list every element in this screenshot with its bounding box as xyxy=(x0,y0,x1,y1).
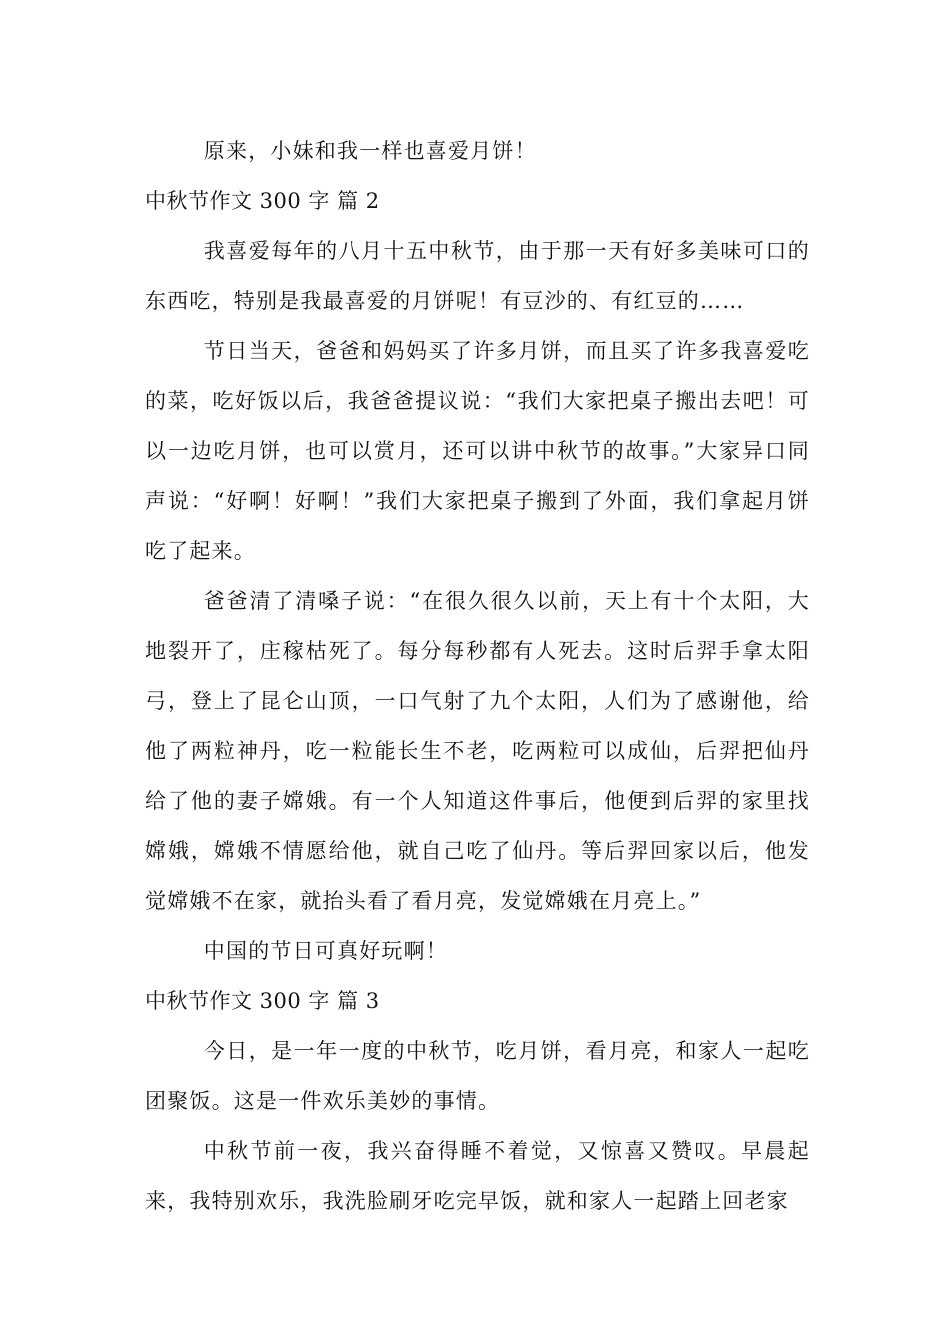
paragraph: 我喜爱每年的八月十五中秋节，由于那一天有好多美味可口的东西吃，特别是我最喜爱的月饼呢！有豆沙的、有红豆的…… xyxy=(145,239,810,313)
paragraph: 节日当天，爸爸和妈妈买了许多月饼，而且买了许多我喜爱吃的菜，吃好饭以后，我爸爸提议说：“我们大家把桌子搬出去吧！可以一边吃月饼，也可以赏月，还可以讲中秋节的故事。”大家异口同声说：“好啊！好啊！”我们大家把桌子搬到了外面，我们拿起月饼吃了起来。 xyxy=(145,339,810,563)
paragraph: 爸爸清了清嗓子说：“在很久很久以前，天上有十个太阳，大地裂开了，庄稼枯死了。每分每秒都有人死去。这时后羿手拿太阳弓，登上了昆仑山顶，一口气射了九个太阳，人们为了感谢他，给他了两粒神丹，吃一粒能长生不老，吃两粒可以成仙，后羿把仙丹给了他的妻子嫦娥。有一个人知道这件事后，他便到后羿的家里找嫦娥，嫦娥不情愿给他，就自己吃了仙丹。等后羿回家以后，他发觉嫦娥不在家，就抬头看了看月亮，发觉嫦娥在月亮上。” xyxy=(145,589,810,913)
section-heading: 中秋节作文 300 字 篇 2 xyxy=(145,189,380,213)
paragraph: 中国的节日可真好玩啊！ xyxy=(203,939,448,963)
document-body xyxy=(145,126,810,1226)
section-heading: 中秋节作文 300 字 篇 3 xyxy=(145,989,380,1013)
paragraph: 中秋节前一夜，我兴奋得睡不着觉，又惊喜又赞叹。早晨起来，我特别欢乐，我洗脸刷牙吃完早饭，就和家人一起踏上回老家 xyxy=(145,1139,810,1213)
paragraph: 原来，小妹和我一样也喜爱月饼！ xyxy=(203,139,537,163)
paragraph: 今日，是一年一度的中秋节，吃月饼，看月亮，和家人一起吃团聚饭。这是一件欢乐美妙的事情。 xyxy=(145,1039,810,1113)
